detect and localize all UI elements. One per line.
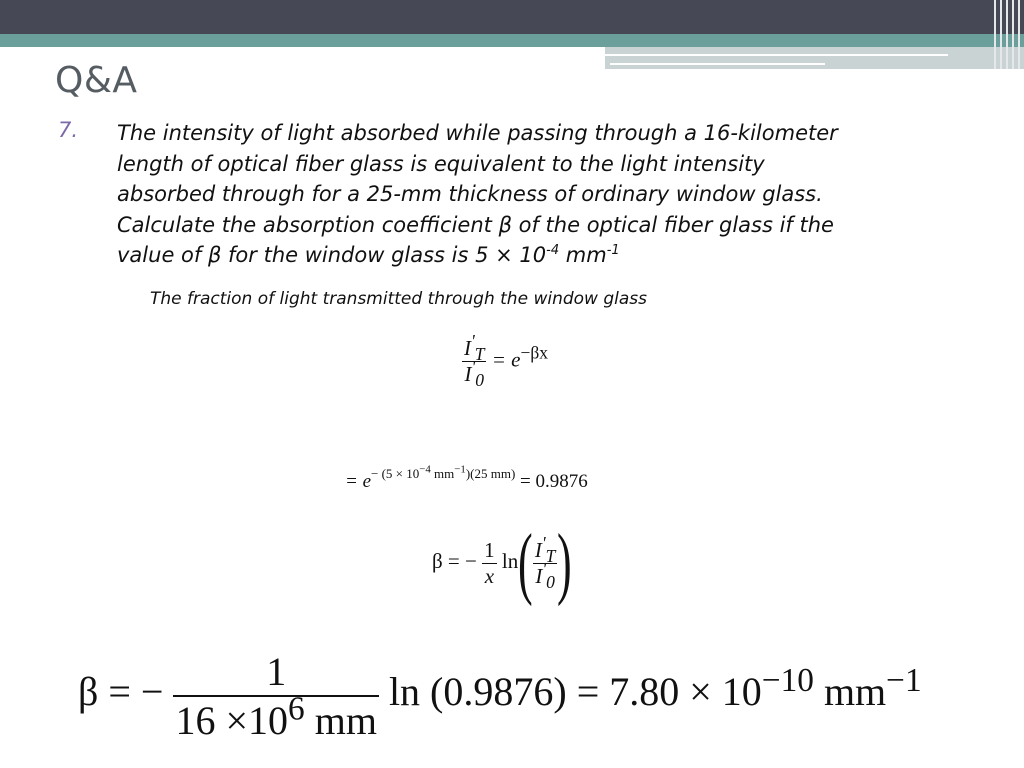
equation-transmission-ratio: $\frac{I'_T}{I'_0}$ = $e^{-\beta x}$ <box>464 331 549 391</box>
header-grey-band <box>605 47 1024 69</box>
header-divider-line <box>610 63 825 65</box>
question-line: length of optical fiber glass is equivalent to the light intensity <box>117 151 765 176</box>
equation-beta-result: β = − $\frac{1}{16 \times 10^6 mm}$ $\ln (0.9876) = 7.80 \times 10^{-10}$ $mm^{-1}$ <box>78 649 922 743</box>
question-text <box>117 118 947 271</box>
slide-title: Q&A <box>55 60 138 101</box>
header-accent-bar <box>0 34 1024 47</box>
question-number: 7. <box>58 118 79 142</box>
question-line: Calculate the absorption coefficient β of the optical fiber glass if the <box>117 212 834 237</box>
question-line: The intensity of light absorbed while passing through a 16-kilometer <box>117 121 838 145</box>
equation-window-glass-value: = $e^{- (5 \times 10^{-4} mm^{-1})(25 mm)} = 0.9876$ <box>345 463 588 492</box>
header-stripes <box>990 0 1024 69</box>
header-banner <box>0 0 1024 34</box>
header-divider-line <box>605 54 948 56</box>
question-line: value of β for the window glass is $5 \times 10^{-4}$ $mm^{-1}$ <box>117 243 620 267</box>
subheading: The fraction of light transmitted through the window glass <box>150 289 647 309</box>
equation-beta-formula: β = − $\frac{1}{x}$ ln( $\frac{I'_T}{I'_0}$ ) <box>432 519 572 607</box>
header-gap <box>0 47 605 52</box>
question-line: absorbed through for a 25-mm thickness of ordinary window glass. <box>117 182 823 206</box>
